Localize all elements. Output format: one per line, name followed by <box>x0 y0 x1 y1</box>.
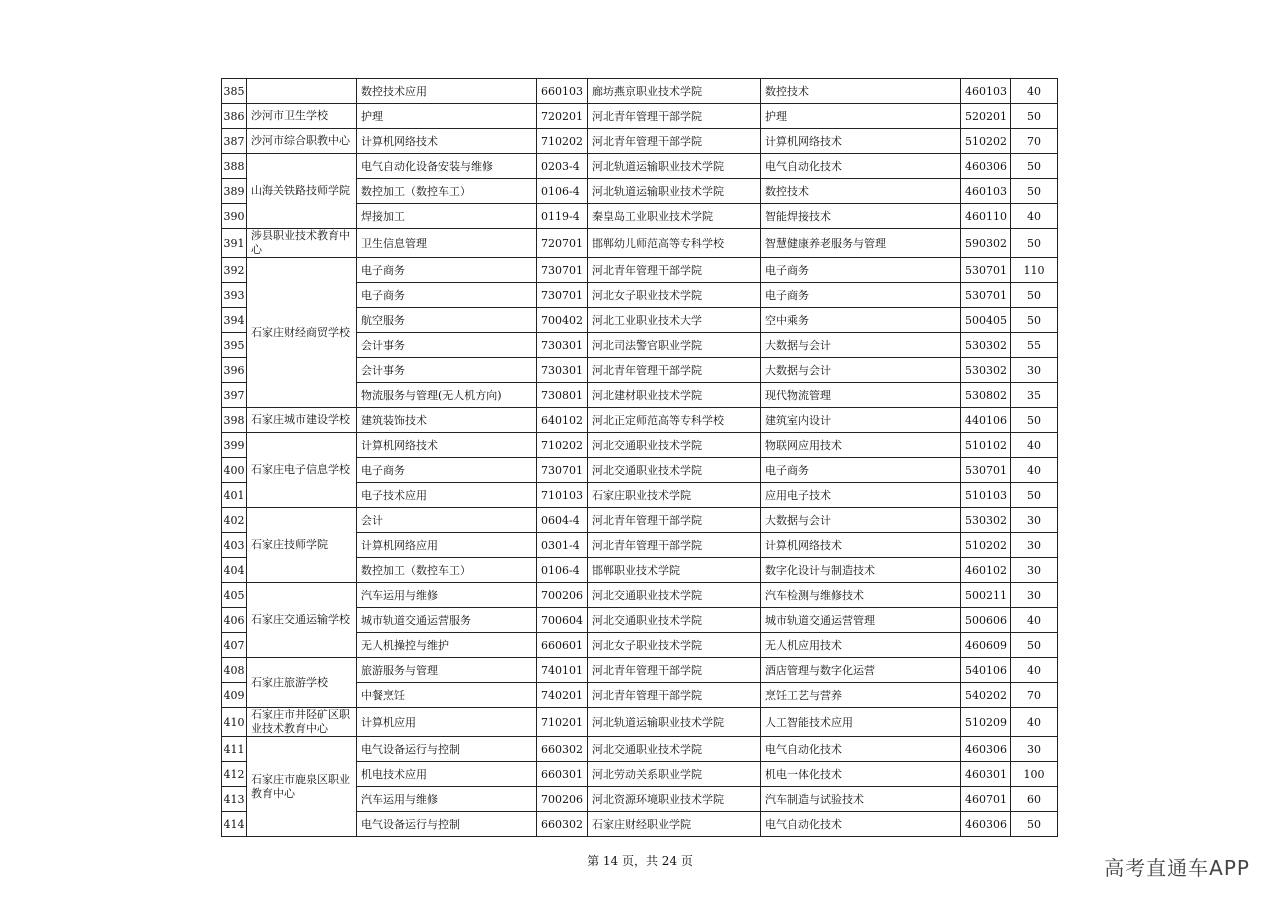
college-name: 河北工业职业技术大学 <box>588 308 761 333</box>
higher-major-code: 530302 <box>961 508 1011 533</box>
college-name: 河北轨道运输职业技术学院 <box>588 708 761 737</box>
quota: 50 <box>1011 154 1058 179</box>
higher-major-code: 540202 <box>961 683 1011 708</box>
quota: 50 <box>1011 812 1058 837</box>
secondary-major: 计算机网络应用 <box>357 533 537 558</box>
secondary-major: 护理 <box>357 104 537 129</box>
secondary-major: 无人机操控与维护 <box>357 633 537 658</box>
secondary-major: 卫生信息管理 <box>357 229 537 258</box>
higher-major: 电子商务 <box>761 283 961 308</box>
higher-major: 大数据与会计 <box>761 333 961 358</box>
higher-major-code: 530701 <box>961 283 1011 308</box>
secondary-major-code: 0106-4 <box>537 558 588 583</box>
row-number: 399 <box>222 433 247 458</box>
secondary-major-code: 710202 <box>537 129 588 154</box>
higher-major-code: 460306 <box>961 812 1011 837</box>
secondary-major: 数控加工（数控车工） <box>357 179 537 204</box>
higher-major: 烹饪工艺与营养 <box>761 683 961 708</box>
higher-major: 电子商务 <box>761 258 961 283</box>
row-number: 392 <box>222 258 247 283</box>
higher-major-code: 500606 <box>961 608 1011 633</box>
watermark: 高考直通车APP <box>1104 856 1250 880</box>
row-number: 397 <box>222 383 247 408</box>
secondary-major: 会计事务 <box>357 358 537 383</box>
table-row <box>222 433 1058 458</box>
quota: 110 <box>1011 258 1058 283</box>
higher-major-code: 510209 <box>961 708 1011 737</box>
school-name: 石家庄技师学院 <box>247 508 357 583</box>
quota: 40 <box>1011 458 1058 483</box>
secondary-major-code: 0119-4 <box>537 204 588 229</box>
college-name: 河北司法警官职业学院 <box>588 333 761 358</box>
college-name: 河北青年管理干部学院 <box>588 533 761 558</box>
row-number: 400 <box>222 458 247 483</box>
higher-major-code: 520201 <box>961 104 1011 129</box>
quota: 50 <box>1011 104 1058 129</box>
higher-major-code: 530701 <box>961 258 1011 283</box>
quota: 50 <box>1011 308 1058 333</box>
quota: 50 <box>1011 179 1058 204</box>
higher-major-code: 540106 <box>961 658 1011 683</box>
college-name: 邯郸幼儿师范高等专科学校 <box>588 229 761 258</box>
higher-major: 大数据与会计 <box>761 358 961 383</box>
school-name: 沙河市卫生学校 <box>247 104 357 129</box>
row-number: 396 <box>222 358 247 383</box>
secondary-major: 电子商务 <box>357 283 537 308</box>
secondary-major: 航空服务 <box>357 308 537 333</box>
higher-major-code: 460306 <box>961 154 1011 179</box>
higher-major: 计算机网络技术 <box>761 129 961 154</box>
row-number: 385 <box>222 79 247 104</box>
secondary-major: 旅游服务与管理 <box>357 658 537 683</box>
school-name: 石家庄市鹿泉区职业教育中心 <box>247 737 357 837</box>
school-name: 石家庄市井陉矿区职业技术教育中心 <box>247 708 357 737</box>
secondary-major-code: 730701 <box>537 258 588 283</box>
higher-major-code: 460110 <box>961 204 1011 229</box>
table-row <box>222 154 1058 179</box>
table-row <box>222 129 1058 154</box>
secondary-major-code: 0301-4 <box>537 533 588 558</box>
row-number: 391 <box>222 229 247 258</box>
table-row <box>222 229 1058 258</box>
school-name: 石家庄财经商贸学校 <box>247 258 357 408</box>
secondary-major: 焊接加工 <box>357 204 537 229</box>
secondary-major-code: 660302 <box>537 737 588 762</box>
college-name: 河北青年管理干部学院 <box>588 358 761 383</box>
secondary-major: 电子技术应用 <box>357 483 537 508</box>
higher-major-code: 460609 <box>961 633 1011 658</box>
secondary-major: 电气设备运行与控制 <box>357 737 537 762</box>
higher-major-code: 460701 <box>961 787 1011 812</box>
quota: 40 <box>1011 433 1058 458</box>
college-name: 石家庄财经职业学院 <box>588 812 761 837</box>
college-name: 河北轨道运输职业技术学院 <box>588 154 761 179</box>
college-name: 石家庄职业技术学院 <box>588 483 761 508</box>
higher-major-code: 510202 <box>961 533 1011 558</box>
quota: 40 <box>1011 79 1058 104</box>
college-name: 河北青年管理干部学院 <box>588 258 761 283</box>
row-number: 411 <box>222 737 247 762</box>
higher-major: 智慧健康养老服务与管理 <box>761 229 961 258</box>
higher-major-code: 500211 <box>961 583 1011 608</box>
secondary-major: 电气设备运行与控制 <box>357 812 537 837</box>
higher-major-code: 460102 <box>961 558 1011 583</box>
enrollment-table <box>221 78 1058 837</box>
row-number: 406 <box>222 608 247 633</box>
secondary-major: 数控加工（数控车工） <box>357 558 537 583</box>
table-row <box>222 258 1058 283</box>
table-row <box>222 708 1058 737</box>
college-name: 河北女子职业技术学院 <box>588 283 761 308</box>
quota: 60 <box>1011 787 1058 812</box>
school-name: 涉县职业技术教育中心 <box>247 229 357 258</box>
secondary-major-code: 720701 <box>537 229 588 258</box>
secondary-major-code: 730701 <box>537 458 588 483</box>
higher-major: 建筑室内设计 <box>761 408 961 433</box>
row-number: 404 <box>222 558 247 583</box>
quota: 30 <box>1011 508 1058 533</box>
college-name: 河北正定师范高等专科学校 <box>588 408 761 433</box>
secondary-major-code: 660301 <box>537 762 588 787</box>
college-name: 河北劳动关系职业学院 <box>588 762 761 787</box>
row-number: 412 <box>222 762 247 787</box>
college-name: 河北交通职业技术学院 <box>588 433 761 458</box>
college-name: 河北轨道运输职业技术学院 <box>588 179 761 204</box>
college-name: 河北青年管理干部学院 <box>588 658 761 683</box>
secondary-major: 计算机网络技术 <box>357 129 537 154</box>
secondary-major: 汽车运用与维修 <box>357 583 537 608</box>
higher-major: 电子商务 <box>761 458 961 483</box>
secondary-major: 会计 <box>357 508 537 533</box>
secondary-major: 计算机应用 <box>357 708 537 737</box>
higher-major-code: 590302 <box>961 229 1011 258</box>
higher-major: 电气自动化技术 <box>761 154 961 179</box>
higher-major-code: 460301 <box>961 762 1011 787</box>
college-name: 河北青年管理干部学院 <box>588 104 761 129</box>
table-row <box>222 408 1058 433</box>
higher-major: 无人机应用技术 <box>761 633 961 658</box>
higher-major-code: 510202 <box>961 129 1011 154</box>
secondary-major-code: 700206 <box>537 583 588 608</box>
higher-major: 智能焊接技术 <box>761 204 961 229</box>
secondary-major-code: 710201 <box>537 708 588 737</box>
higher-major-code: 530802 <box>961 383 1011 408</box>
row-number: 401 <box>222 483 247 508</box>
secondary-major: 汽车运用与维修 <box>357 787 537 812</box>
college-name: 廊坊燕京职业技术学院 <box>588 79 761 104</box>
secondary-major-code: 0203-4 <box>537 154 588 179</box>
secondary-major: 机电技术应用 <box>357 762 537 787</box>
secondary-major-code: 660302 <box>537 812 588 837</box>
school-name: 石家庄交通运输学校 <box>247 583 357 658</box>
school-name: 石家庄旅游学校 <box>247 658 357 708</box>
row-number: 395 <box>222 333 247 358</box>
row-number: 405 <box>222 583 247 608</box>
row-number: 386 <box>222 104 247 129</box>
row-number: 414 <box>222 812 247 837</box>
secondary-major-code: 700604 <box>537 608 588 633</box>
higher-major: 城市轨道交通运营管理 <box>761 608 961 633</box>
quota: 40 <box>1011 708 1058 737</box>
college-name: 秦皇岛工业职业技术学院 <box>588 204 761 229</box>
higher-major: 酒店管理与数字化运营 <box>761 658 961 683</box>
row-number: 389 <box>222 179 247 204</box>
higher-major-code: 530302 <box>961 358 1011 383</box>
higher-major: 物联网应用技术 <box>761 433 961 458</box>
higher-major: 大数据与会计 <box>761 508 961 533</box>
row-number: 403 <box>222 533 247 558</box>
secondary-major: 物流服务与管理(无人机方向) <box>357 383 537 408</box>
quota: 70 <box>1011 683 1058 708</box>
secondary-major-code: 720201 <box>537 104 588 129</box>
secondary-major-code: 710202 <box>537 433 588 458</box>
higher-major: 汽车制造与试验技术 <box>761 787 961 812</box>
row-number: 394 <box>222 308 247 333</box>
higher-major: 护理 <box>761 104 961 129</box>
college-name: 河北青年管理干部学院 <box>588 508 761 533</box>
secondary-major: 电气自动化设备安装与维修 <box>357 154 537 179</box>
table-row <box>222 583 1058 608</box>
higher-major-code: 460306 <box>961 737 1011 762</box>
secondary-major-code: 640102 <box>537 408 588 433</box>
row-number: 390 <box>222 204 247 229</box>
higher-major: 数控技术 <box>761 179 961 204</box>
table-row <box>222 658 1058 683</box>
secondary-major: 计算机网络技术 <box>357 433 537 458</box>
quota: 35 <box>1011 383 1058 408</box>
quota: 30 <box>1011 358 1058 383</box>
quota: 30 <box>1011 558 1058 583</box>
quota: 40 <box>1011 608 1058 633</box>
page-number: 第 14 页，共 24 页 <box>587 854 693 868</box>
secondary-major-code: 0106-4 <box>537 179 588 204</box>
school-name: 石家庄城市建设学校 <box>247 408 357 433</box>
table-row <box>222 79 1058 104</box>
secondary-major-code: 700206 <box>537 787 588 812</box>
college-name: 河北资源环境职业技术学院 <box>588 787 761 812</box>
higher-major: 电气自动化技术 <box>761 812 961 837</box>
school-name: 山海关铁路技师学院 <box>247 154 357 229</box>
quota: 70 <box>1011 129 1058 154</box>
row-number: 409 <box>222 683 247 708</box>
table-row <box>222 508 1058 533</box>
row-number: 410 <box>222 708 247 737</box>
row-number: 408 <box>222 658 247 683</box>
row-number: 398 <box>222 408 247 433</box>
higher-major: 汽车检测与维修技术 <box>761 583 961 608</box>
higher-major-code: 510103 <box>961 483 1011 508</box>
higher-major-code: 460103 <box>961 79 1011 104</box>
college-name: 河北建材职业技术学院 <box>588 383 761 408</box>
school-name <box>247 79 357 104</box>
higher-major-code: 530701 <box>961 458 1011 483</box>
secondary-major-code: 740101 <box>537 658 588 683</box>
secondary-major-code: 660103 <box>537 79 588 104</box>
college-name: 邯郸职业技术学院 <box>588 558 761 583</box>
quota: 50 <box>1011 283 1058 308</box>
higher-major: 机电一体化技术 <box>761 762 961 787</box>
row-number: 402 <box>222 508 247 533</box>
higher-major-code: 510102 <box>961 433 1011 458</box>
quota: 40 <box>1011 658 1058 683</box>
secondary-major: 建筑装饰技术 <box>357 408 537 433</box>
higher-major: 数控技术 <box>761 79 961 104</box>
row-number: 387 <box>222 129 247 154</box>
quota: 50 <box>1011 483 1058 508</box>
college-name: 河北交通职业技术学院 <box>588 608 761 633</box>
quota: 50 <box>1011 633 1058 658</box>
table-row <box>222 737 1058 762</box>
quota: 50 <box>1011 408 1058 433</box>
higher-major-code: 440106 <box>961 408 1011 433</box>
secondary-major-code: 710103 <box>537 483 588 508</box>
college-name: 河北女子职业技术学院 <box>588 633 761 658</box>
row-number: 388 <box>222 154 247 179</box>
quota: 55 <box>1011 333 1058 358</box>
higher-major-code: 500405 <box>961 308 1011 333</box>
higher-major-code: 530302 <box>961 333 1011 358</box>
higher-major: 电气自动化技术 <box>761 737 961 762</box>
table-row <box>222 104 1058 129</box>
secondary-major-code: 660601 <box>537 633 588 658</box>
higher-major: 计算机网络技术 <box>761 533 961 558</box>
college-name: 河北交通职业技术学院 <box>588 737 761 762</box>
secondary-major-code: 700402 <box>537 308 588 333</box>
quota: 30 <box>1011 533 1058 558</box>
secondary-major-code: 730301 <box>537 358 588 383</box>
higher-major: 现代物流管理 <box>761 383 961 408</box>
secondary-major: 会计事务 <box>357 333 537 358</box>
school-name: 沙河市综合职教中心 <box>247 129 357 154</box>
higher-major: 应用电子技术 <box>761 483 961 508</box>
college-name: 河北交通职业技术学院 <box>588 458 761 483</box>
secondary-major-code: 740201 <box>537 683 588 708</box>
secondary-major: 城市轨道交通运营服务 <box>357 608 537 633</box>
secondary-major-code: 0604-4 <box>537 508 588 533</box>
higher-major-code: 460103 <box>961 179 1011 204</box>
college-name: 河北青年管理干部学院 <box>588 129 761 154</box>
row-number: 407 <box>222 633 247 658</box>
secondary-major: 中餐烹饪 <box>357 683 537 708</box>
college-name: 河北交通职业技术学院 <box>588 583 761 608</box>
higher-major: 数字化设计与制造技术 <box>761 558 961 583</box>
row-number: 393 <box>222 283 247 308</box>
higher-major: 人工智能技术应用 <box>761 708 961 737</box>
secondary-major: 电子商务 <box>357 258 537 283</box>
secondary-major-code: 730301 <box>537 333 588 358</box>
college-name: 河北青年管理干部学院 <box>588 683 761 708</box>
higher-major: 空中乘务 <box>761 308 961 333</box>
quota: 40 <box>1011 204 1058 229</box>
quota: 30 <box>1011 583 1058 608</box>
secondary-major: 电子商务 <box>357 458 537 483</box>
quota: 100 <box>1011 762 1058 787</box>
secondary-major-code: 730701 <box>537 283 588 308</box>
row-number: 413 <box>222 787 247 812</box>
secondary-major: 数控技术应用 <box>357 79 537 104</box>
quota: 30 <box>1011 737 1058 762</box>
school-name: 石家庄电子信息学校 <box>247 433 357 508</box>
secondary-major-code: 730801 <box>537 383 588 408</box>
quota: 50 <box>1011 229 1058 258</box>
